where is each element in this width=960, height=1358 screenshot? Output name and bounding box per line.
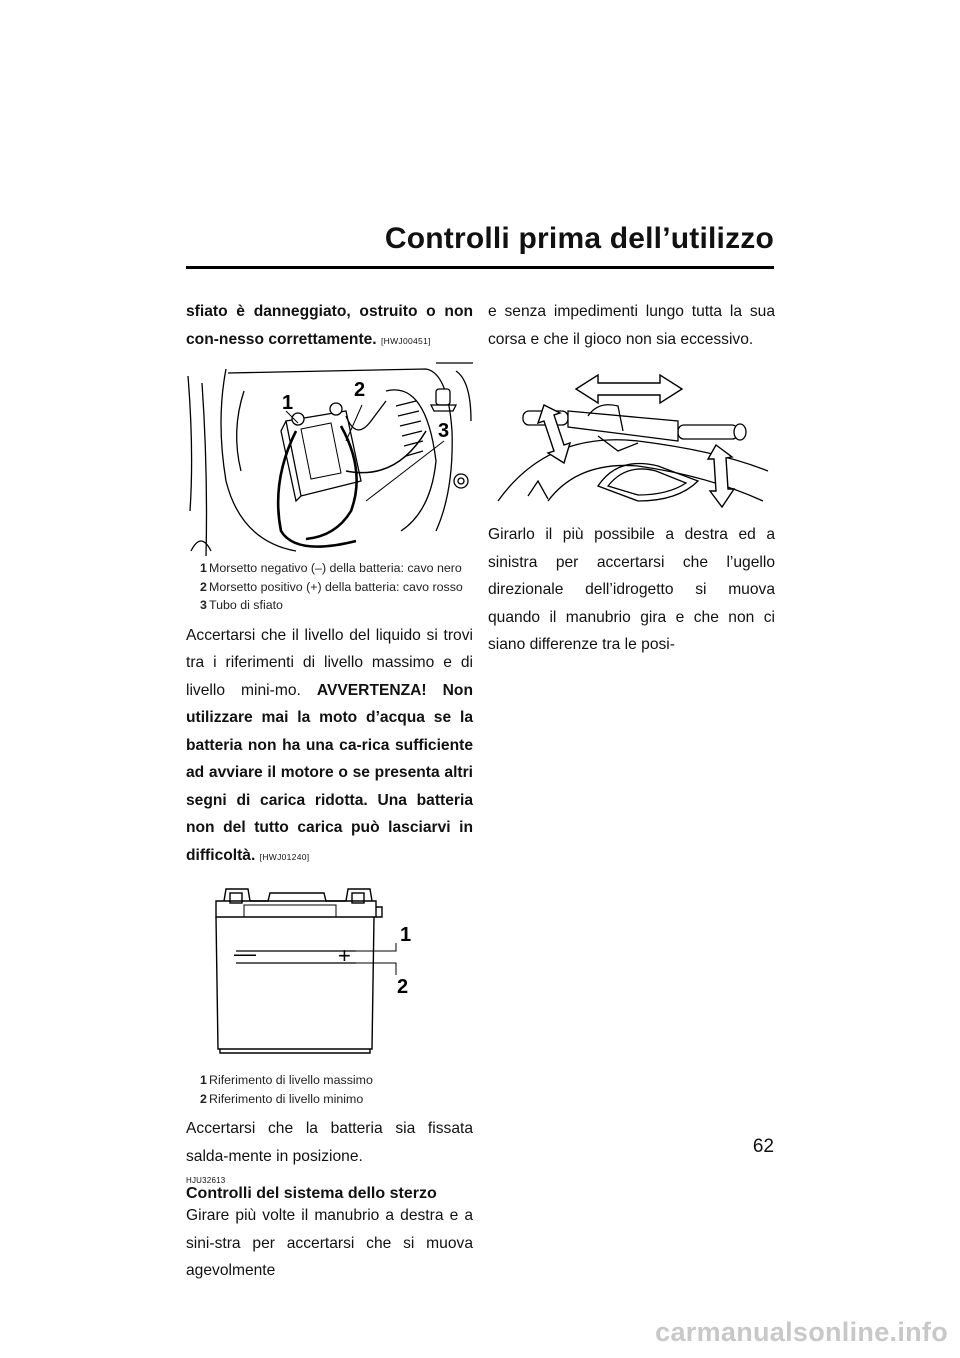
caption-row: 1 Morsetto negativo (–) della batteria: cavo nero [200,561,462,575]
warning-ref-code: [HWJ00451] [381,335,431,346]
page-number: 62 [752,1136,774,1157]
right-column [488,298,775,659]
left-column [186,298,473,1285]
caption-row: 2 Riferimento di livello minimo [200,1091,364,1106]
handlebar-figure [488,361,775,511]
steering-check-paragraph: Girare più volte il manubrio a destra e a sini-stra per accertarsi che si muova agevolmente [186,1207,473,1279]
fig2-label-2: 2 [397,976,409,998]
fig1-label-1: 1 [282,392,294,414]
warning-ref-code: [HWJ01240] [259,851,310,862]
steering-continuation-paragraph: e senza impedimenti lungo tutta la sua corsa e che il gioco non sia eccessivo. [488,303,775,348]
watermark: carmanualsonline.info [655,1317,948,1347]
fig2-label-1: 1 [400,924,412,946]
page-title: Controlli prima dell’utilizzo [384,222,774,255]
steering-nozzle-paragraph: Girarlo il più possibile a destra ed a sinistra per accertarsi che l’ugello direzionale dell’idrogetto si muova quando il manubrio gira e che non ci siano differenze tra le posi- [488,526,775,653]
warning-text: AVVERTENZA! Non utilizzare mai la moto d’acqua se la batteria non ha una ca-rica sufficiente ad avviare il motore o se presenta altri segni di carica ridotta. Una batteria non del tutto carica può lasciarvi in difficoltà. [186,681,473,864]
fig1-captions [200,561,473,614]
electrolyte-level-paragraph: Accertarsi che il livello del liquido si trovi tra i riferimenti di livello massimo e di livello mini-mo. AVVERTENZA! Non utilizzare mai la moto d’acqua se la batteria non ha una ca-rica sufficiente ad avviare il motore o se presenta altri segni di carica ridotta. Una batteria non del tutto carica può lasciarvi in difficoltà. [HWJ01240] [186,626,473,864]
minus-symbol: — [234,941,256,966]
battery-terminals-figure [186,361,473,557]
section-heading: Controlli del sistema dello sterzo [186,1185,437,1202]
section-code: HJU32613 [186,1176,226,1185]
fig1-label-3: 3 [438,420,450,442]
plus-symbol: + [338,943,351,968]
fig2-captions [200,1073,473,1107]
warning-continuation: sfiato è danneggiato, ostruito o non con-nesso correttamente. [HWJ00451] [186,303,473,348]
caption-row: 2 Morsetto positivo (+) della batteria: cavo rosso [200,579,463,594]
caption-row: 3 Tubo di sfiato [200,598,283,612]
battery-level-figure [186,881,473,1071]
battery-secure-paragraph: Accertarsi che la batteria sia fissata salda-mente in posizione. [186,1120,473,1165]
fig1-label-2: 2 [354,379,366,401]
caption-row: 1 Riferimento di livello massimo [200,1073,373,1087]
header-rule [186,266,774,269]
